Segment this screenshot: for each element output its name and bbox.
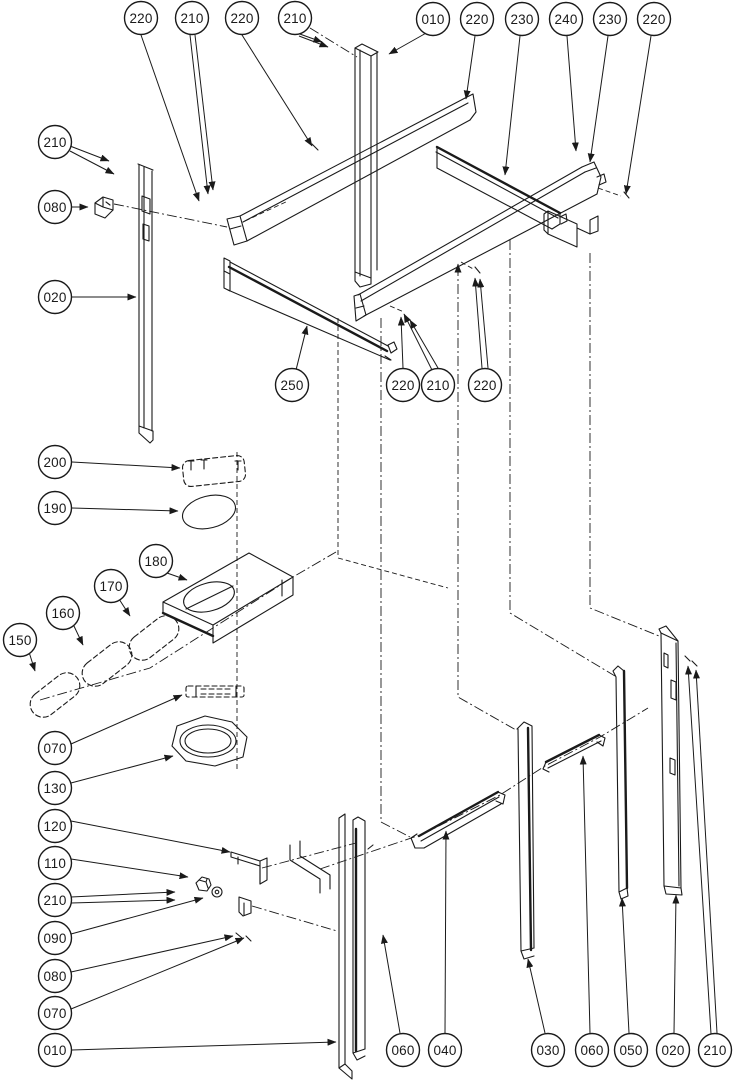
callout-130 [39,772,72,805]
part-060-strip-upper [543,735,605,772]
callout-090 [39,922,72,955]
svg-text:090: 090 [43,931,67,946]
svg-text:130: 130 [43,781,67,796]
callout-230-top-2 [594,3,627,36]
svg-text:170: 170 [99,579,123,594]
callout-060-2 [576,1034,609,1067]
callout-210-top-1 [176,2,209,35]
svg-text:250: 250 [280,378,304,393]
callout-210-left [39,126,72,159]
part-010-vertical-post [355,44,381,287]
part-190-mesh-grille [179,490,239,534]
callout-220-top-3 [461,3,494,36]
callout-210-mid [422,369,455,402]
part-120-mounting-bracket [231,852,267,884]
callout-060-1 [387,1034,420,1067]
part-130-collar-ring [172,716,247,766]
svg-text:020: 020 [661,1043,685,1058]
svg-text:200: 200 [43,455,67,470]
svg-text:220: 220 [473,378,497,393]
part-010-bottom-left-panel-inner [353,817,384,1060]
part-090-j-clip [239,897,251,916]
callout-210-bottom [699,1034,732,1067]
callout-220-mid-1 [387,369,420,402]
part-110-hex-nut [196,877,211,891]
callout-120 [39,810,72,843]
part-070-seal-strip [186,686,244,697]
svg-text:180: 180 [144,554,168,569]
callout-160 [47,597,80,630]
svg-text:010: 010 [43,1043,67,1058]
svg-text:080: 080 [43,969,67,984]
callout-030 [532,1034,565,1067]
callout-080-lower [39,960,72,993]
leader-lines [29,32,717,1050]
svg-text:210: 210 [703,1043,727,1058]
svg-text:020: 020 [43,290,67,305]
part-020-left-side-channel [138,164,153,443]
part-040-sill-strip [411,792,505,848]
svg-text:010: 010 [421,12,445,27]
callout-210-top-2 [279,2,312,35]
phantom-panel-edge [290,841,330,893]
svg-text:220: 220 [230,11,254,26]
part-180-blower-housing [163,553,293,643]
callout-230-top-1 [506,3,539,36]
svg-text:220: 220 [465,12,489,27]
svg-text:230: 230 [598,12,622,27]
svg-text:060: 060 [580,1043,604,1058]
svg-text:190: 190 [43,501,67,516]
svg-text:210: 210 [43,893,67,908]
part-230-main-cross-rail [354,162,606,321]
callout-210-lower [39,884,72,917]
svg-text:120: 120 [43,819,67,834]
part-200-gasket-plate [182,455,246,487]
svg-text:240: 240 [554,12,578,27]
svg-text:220: 220 [642,12,666,27]
callout-010-top [417,3,450,36]
callout-150 [4,624,37,657]
svg-text:210: 210 [43,135,67,150]
callout-190 [39,492,72,525]
part-150-gasket [25,668,85,723]
part-220-top-front-rail [227,94,476,245]
callout-250-mid [276,369,309,402]
callout-110 [39,847,72,880]
callout-220-top-1 [125,2,158,35]
svg-text:230: 230 [510,12,534,27]
svg-text:110: 110 [43,856,67,871]
part-050-filler-strip [613,666,628,899]
callout-020-left [39,281,72,314]
callout-220-top-2 [226,2,259,35]
part-240-upper-right-rail [436,147,567,229]
callout-240-top [550,3,583,36]
part-030-channel-strip [517,722,534,959]
callout-070-2 [39,997,72,1030]
part-020-bottom-right-panel [659,626,697,895]
svg-text:220: 220 [391,378,415,393]
callout-220-mid-2 [469,369,502,402]
callout-180 [140,545,173,578]
alignment-centerlines [40,28,659,931]
svg-text:160: 160 [51,606,75,621]
callout-050 [615,1034,648,1067]
svg-text:070: 070 [43,1006,67,1021]
svg-text:080: 080 [43,200,67,215]
svg-text:030: 030 [536,1043,560,1058]
svg-text:040: 040 [433,1043,457,1058]
svg-text:070: 070 [43,741,67,756]
svg-text:150: 150 [8,633,32,648]
svg-text:050: 050 [619,1043,643,1058]
callout-020-bottom [657,1034,690,1067]
callout-070-1 [39,732,72,765]
callout-170 [95,570,128,603]
svg-text:220: 220 [129,11,153,26]
svg-text:210: 210 [180,11,204,26]
part-010-bottom-left-panel [339,814,352,1079]
svg-text:210: 210 [426,378,450,393]
callout-220-top-4 [638,3,671,36]
part-090-grommet [212,887,222,897]
callout-010-lower [39,1034,72,1067]
callout-040 [429,1034,462,1067]
callout-080-left [39,191,72,224]
callout-200 [39,446,72,479]
part-080-corner-clip-upper [95,197,113,218]
svg-text:060: 060 [391,1043,415,1058]
svg-text:210: 210 [283,11,307,26]
part-160-gasket [77,637,137,692]
